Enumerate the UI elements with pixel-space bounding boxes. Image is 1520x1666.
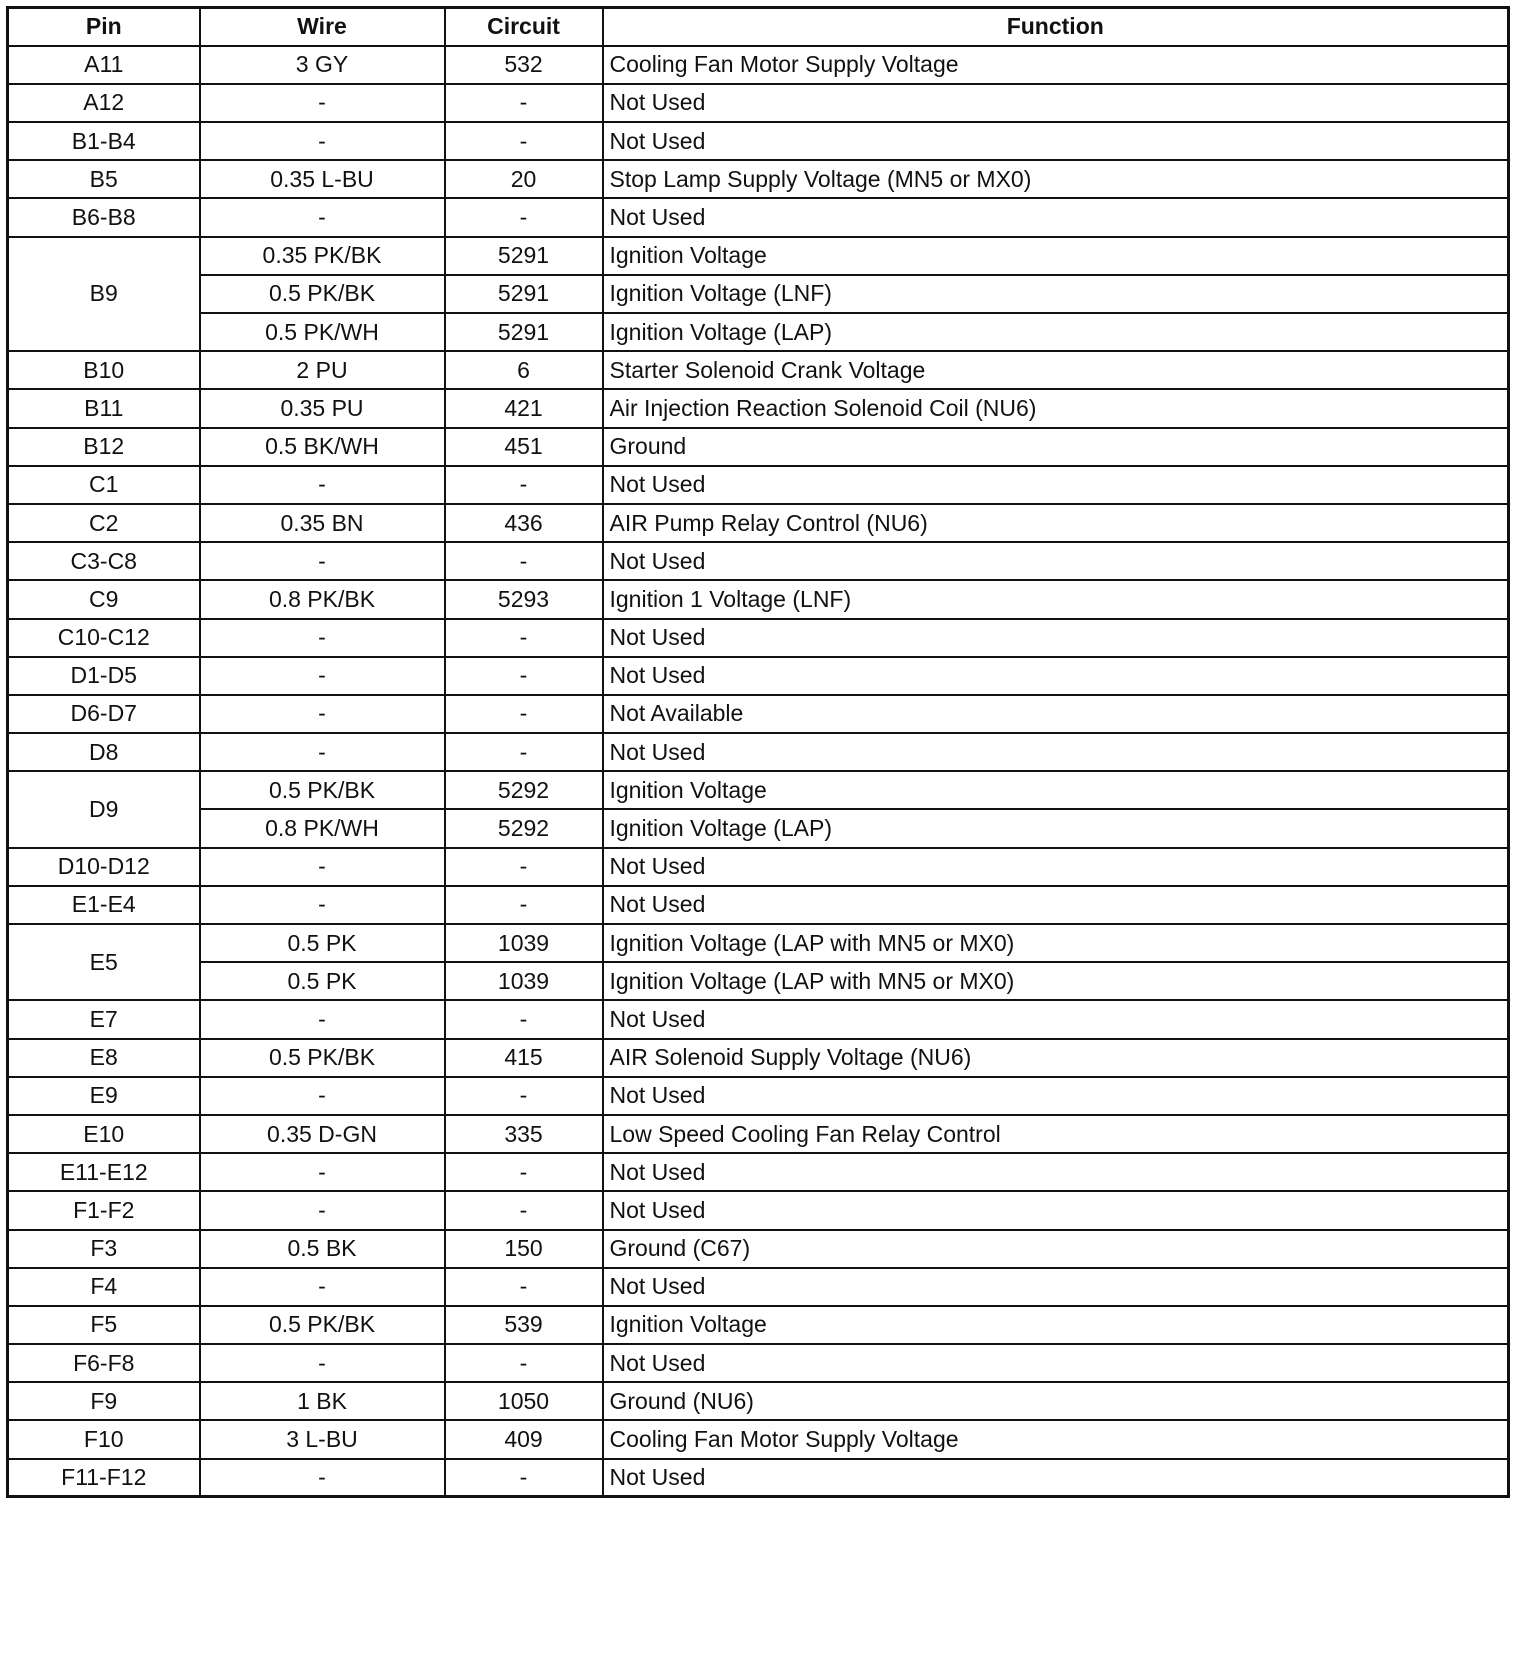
pin-cell: E7 xyxy=(8,1000,200,1038)
pin-cell: D1-D5 xyxy=(8,657,200,695)
table-row xyxy=(8,198,1509,236)
wire-cell: - xyxy=(200,1268,445,1306)
pin-cell: B11 xyxy=(8,389,200,427)
function-cell: Not Used xyxy=(603,1459,1509,1497)
circuit-cell: - xyxy=(445,1268,603,1306)
table-row xyxy=(8,1382,1509,1420)
table-row xyxy=(8,389,1509,427)
circuit-cell: 6 xyxy=(445,351,603,389)
function-cell: Ignition Voltage (LAP) xyxy=(603,313,1509,351)
header-pin: Pin xyxy=(8,8,200,46)
pin-cell: F9 xyxy=(8,1382,200,1420)
table-row xyxy=(8,1000,1509,1038)
function-cell: Not Used xyxy=(603,619,1509,657)
wire-cell: - xyxy=(200,466,445,504)
table-row xyxy=(8,428,1509,466)
wire-cell: 0.35 L-BU xyxy=(200,160,445,198)
wire-cell: 0.5 BK/WH xyxy=(200,428,445,466)
wire-cell: 0.35 D-GN xyxy=(200,1115,445,1153)
circuit-cell: 539 xyxy=(445,1306,603,1344)
wire-cell: - xyxy=(200,1077,445,1115)
wire-cell: 0.5 PK xyxy=(200,962,445,1000)
function-cell: Not Used xyxy=(603,84,1509,122)
table-row xyxy=(8,275,1509,313)
function-cell: Not Used xyxy=(603,1344,1509,1382)
function-cell: Ignition Voltage xyxy=(603,237,1509,275)
pin-cell: B12 xyxy=(8,428,200,466)
table-row xyxy=(8,1420,1509,1458)
function-cell: Ignition Voltage xyxy=(603,771,1509,809)
function-cell: Not Available xyxy=(603,695,1509,733)
wire-cell: 0.5 PK/BK xyxy=(200,1306,445,1344)
circuit-cell: 335 xyxy=(445,1115,603,1153)
table-row xyxy=(8,657,1509,695)
circuit-cell: 415 xyxy=(445,1039,603,1077)
table-row xyxy=(8,160,1509,198)
circuit-cell: - xyxy=(445,886,603,924)
function-cell: Ignition 1 Voltage (LNF) xyxy=(603,580,1509,618)
pin-cell: D8 xyxy=(8,733,200,771)
function-cell: Ignition Voltage xyxy=(603,1306,1509,1344)
circuit-cell: - xyxy=(445,1459,603,1497)
wire-cell: - xyxy=(200,1191,445,1229)
function-cell: Not Used xyxy=(603,198,1509,236)
circuit-cell: - xyxy=(445,198,603,236)
table-row xyxy=(8,237,1509,275)
header-wire: Wire xyxy=(200,8,445,46)
function-cell: AIR Pump Relay Control (NU6) xyxy=(603,504,1509,542)
function-cell: Ground (C67) xyxy=(603,1230,1509,1268)
table-body xyxy=(8,46,1509,1497)
header-row xyxy=(8,8,1509,46)
circuit-cell: 5291 xyxy=(445,275,603,313)
pin-cell: A12 xyxy=(8,84,200,122)
function-cell: Ground (NU6) xyxy=(603,1382,1509,1420)
table-row xyxy=(8,1039,1509,1077)
circuit-cell: - xyxy=(445,1153,603,1191)
table-row xyxy=(8,84,1509,122)
circuit-cell: - xyxy=(445,657,603,695)
table-row xyxy=(8,886,1509,924)
pin-cell: F10 xyxy=(8,1420,200,1458)
table-row xyxy=(8,848,1509,886)
function-cell: Not Used xyxy=(603,122,1509,160)
table-row xyxy=(8,733,1509,771)
table-row xyxy=(8,924,1509,962)
pin-cell: B1-B4 xyxy=(8,122,200,160)
table-row xyxy=(8,619,1509,657)
wire-cell: 1 BK xyxy=(200,1382,445,1420)
pin-cell: B9 xyxy=(8,237,200,352)
wire-cell: - xyxy=(200,848,445,886)
circuit-cell: - xyxy=(445,733,603,771)
wire-cell: 0.5 PK/BK xyxy=(200,275,445,313)
wire-cell: 0.8 PK/WH xyxy=(200,809,445,847)
header-function: Function xyxy=(603,8,1509,46)
table-row xyxy=(8,313,1509,351)
circuit-cell: 150 xyxy=(445,1230,603,1268)
function-cell: Not Used xyxy=(603,1077,1509,1115)
function-cell: Stop Lamp Supply Voltage (MN5 or MX0) xyxy=(603,160,1509,198)
wire-cell: - xyxy=(200,886,445,924)
function-cell: Cooling Fan Motor Supply Voltage xyxy=(603,1420,1509,1458)
wire-cell: - xyxy=(200,1153,445,1191)
function-cell: Cooling Fan Motor Supply Voltage xyxy=(603,46,1509,84)
circuit-cell: - xyxy=(445,619,603,657)
table-header xyxy=(8,8,1509,46)
pin-cell: C10-C12 xyxy=(8,619,200,657)
function-cell: Low Speed Cooling Fan Relay Control xyxy=(603,1115,1509,1153)
header-circuit: Circuit xyxy=(445,8,603,46)
wire-cell: 0.35 BN xyxy=(200,504,445,542)
table-row xyxy=(8,1230,1509,1268)
wire-cell: - xyxy=(200,542,445,580)
circuit-cell: 5291 xyxy=(445,237,603,275)
table-row xyxy=(8,351,1509,389)
circuit-cell: - xyxy=(445,122,603,160)
wire-cell: - xyxy=(200,198,445,236)
wire-cell: 0.5 PK/BK xyxy=(200,771,445,809)
table-row xyxy=(8,771,1509,809)
wire-cell: - xyxy=(200,1344,445,1382)
function-cell: Not Used xyxy=(603,542,1509,580)
table-row xyxy=(8,809,1509,847)
circuit-cell: - xyxy=(445,542,603,580)
wire-cell: 0.5 BK xyxy=(200,1230,445,1268)
circuit-cell: - xyxy=(445,1191,603,1229)
pin-cell: F4 xyxy=(8,1268,200,1306)
circuit-cell: - xyxy=(445,695,603,733)
circuit-cell: 421 xyxy=(445,389,603,427)
pin-cell: C1 xyxy=(8,466,200,504)
pin-cell: F1-F2 xyxy=(8,1191,200,1229)
table-row xyxy=(8,504,1509,542)
wire-cell: 0.35 PK/BK xyxy=(200,237,445,275)
circuit-cell: - xyxy=(445,1344,603,1382)
pin-cell: D6-D7 xyxy=(8,695,200,733)
circuit-cell: - xyxy=(445,84,603,122)
function-cell: Ignition Voltage (LAP with MN5 or MX0) xyxy=(603,962,1509,1000)
wire-cell: 2 PU xyxy=(200,351,445,389)
pin-cell: D10-D12 xyxy=(8,848,200,886)
function-cell: Ground xyxy=(603,428,1509,466)
function-cell: Not Used xyxy=(603,1000,1509,1038)
wire-cell: 0.5 PK/WH xyxy=(200,313,445,351)
circuit-cell: - xyxy=(445,1000,603,1038)
pin-cell: D9 xyxy=(8,771,200,847)
table-row xyxy=(8,1459,1509,1497)
table-row xyxy=(8,695,1509,733)
function-cell: Air Injection Reaction Solenoid Coil (NU6) xyxy=(603,389,1509,427)
pin-cell: B5 xyxy=(8,160,200,198)
function-cell: Starter Solenoid Crank Voltage xyxy=(603,351,1509,389)
table-row xyxy=(8,466,1509,504)
circuit-cell: - xyxy=(445,1077,603,1115)
table-row xyxy=(8,46,1509,84)
wire-cell: - xyxy=(200,84,445,122)
wire-cell: 3 L-BU xyxy=(200,1420,445,1458)
function-cell: Not Used xyxy=(603,733,1509,771)
wire-cell: - xyxy=(200,657,445,695)
pin-cell: B6-B8 xyxy=(8,198,200,236)
wire-cell: - xyxy=(200,1459,445,1497)
function-cell: Not Used xyxy=(603,848,1509,886)
pin-cell: F3 xyxy=(8,1230,200,1268)
table-row xyxy=(8,1153,1509,1191)
circuit-cell: 451 xyxy=(445,428,603,466)
circuit-cell: 20 xyxy=(445,160,603,198)
function-cell: Ignition Voltage (LNF) xyxy=(603,275,1509,313)
wire-cell: - xyxy=(200,122,445,160)
table-row xyxy=(8,1115,1509,1153)
pin-cell: E1-E4 xyxy=(8,886,200,924)
function-cell: Not Used xyxy=(603,886,1509,924)
pin-cell: C2 xyxy=(8,504,200,542)
pin-cell: E8 xyxy=(8,1039,200,1077)
pin-cell: F6-F8 xyxy=(8,1344,200,1382)
pin-cell: E10 xyxy=(8,1115,200,1153)
wire-cell: - xyxy=(200,1000,445,1038)
pin-cell: B10 xyxy=(8,351,200,389)
circuit-cell: 1039 xyxy=(445,924,603,962)
circuit-cell: 409 xyxy=(445,1420,603,1458)
circuit-cell: - xyxy=(445,466,603,504)
wire-cell: 0.5 PK/BK xyxy=(200,1039,445,1077)
pin-cell: A11 xyxy=(8,46,200,84)
circuit-cell: 1050 xyxy=(445,1382,603,1420)
circuit-cell: 1039 xyxy=(445,962,603,1000)
wire-cell: 3 GY xyxy=(200,46,445,84)
circuit-cell: 5292 xyxy=(445,771,603,809)
table-row xyxy=(8,1268,1509,1306)
table-row xyxy=(8,542,1509,580)
table-row xyxy=(8,580,1509,618)
wire-cell: - xyxy=(200,733,445,771)
circuit-cell: 5291 xyxy=(445,313,603,351)
circuit-cell: 5292 xyxy=(445,809,603,847)
wire-cell: 0.5 PK xyxy=(200,924,445,962)
table-row xyxy=(8,962,1509,1000)
pin-cell: E5 xyxy=(8,924,200,1000)
wire-cell: - xyxy=(200,695,445,733)
table-row xyxy=(8,122,1509,160)
pin-cell: C9 xyxy=(8,580,200,618)
pin-cell: C3-C8 xyxy=(8,542,200,580)
table-row xyxy=(8,1191,1509,1229)
circuit-cell: 5293 xyxy=(445,580,603,618)
pin-cell: F11-F12 xyxy=(8,1459,200,1497)
connector-pinout-table xyxy=(6,6,1510,1498)
pin-cell: F5 xyxy=(8,1306,200,1344)
pinout-table-container xyxy=(6,6,1510,1498)
table-row xyxy=(8,1344,1509,1382)
function-cell: Not Used xyxy=(603,1268,1509,1306)
function-cell: Ignition Voltage (LAP) xyxy=(603,809,1509,847)
wire-cell: 0.35 PU xyxy=(200,389,445,427)
function-cell: Not Used xyxy=(603,657,1509,695)
function-cell: Not Used xyxy=(603,1153,1509,1191)
function-cell: Ignition Voltage (LAP with MN5 or MX0) xyxy=(603,924,1509,962)
circuit-cell: 532 xyxy=(445,46,603,84)
circuit-cell: 436 xyxy=(445,504,603,542)
circuit-cell: - xyxy=(445,848,603,886)
pin-cell: E9 xyxy=(8,1077,200,1115)
function-cell: Not Used xyxy=(603,1191,1509,1229)
function-cell: Not Used xyxy=(603,466,1509,504)
function-cell: AIR Solenoid Supply Voltage (NU6) xyxy=(603,1039,1509,1077)
wire-cell: - xyxy=(200,619,445,657)
table-row xyxy=(8,1306,1509,1344)
table-row xyxy=(8,1077,1509,1115)
wire-cell: 0.8 PK/BK xyxy=(200,580,445,618)
pin-cell: E11-E12 xyxy=(8,1153,200,1191)
